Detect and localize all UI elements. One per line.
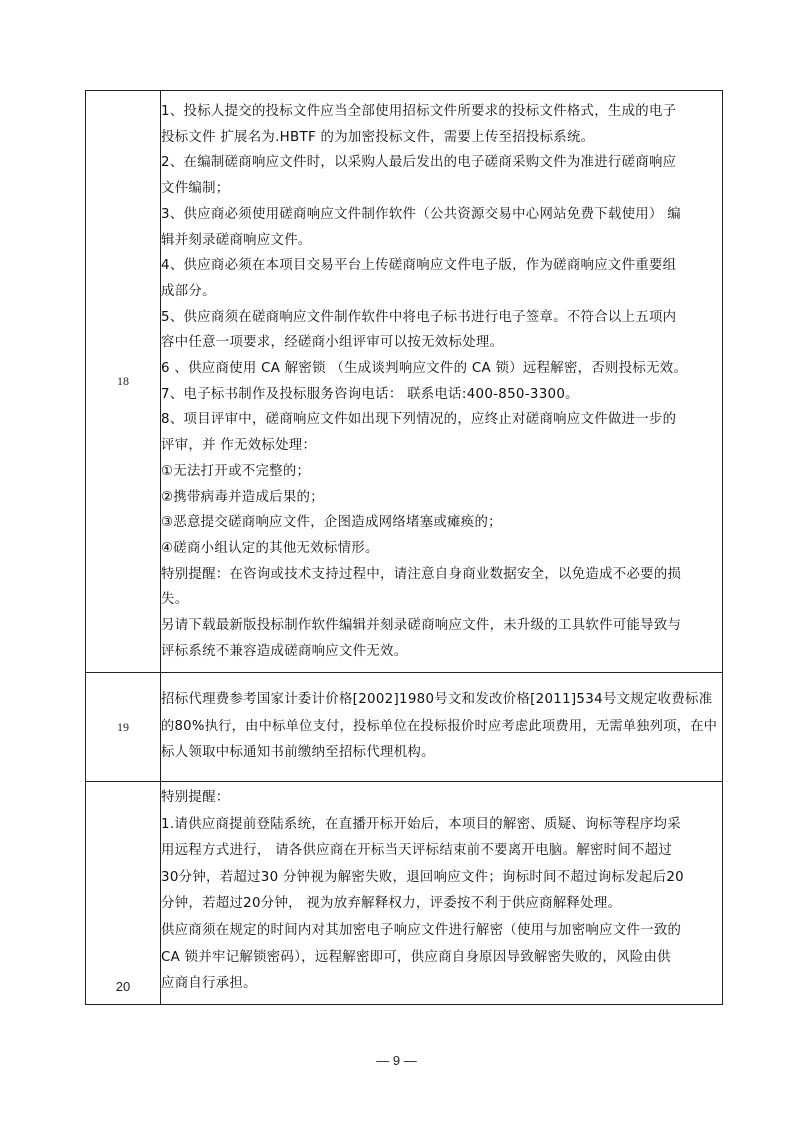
content-line: 标人领取中标通知书前缴纳至招标代理机构。 [161, 745, 435, 761]
table-row-18 [86, 91, 723, 673]
table-row-20 [86, 781, 723, 1004]
content-line: 分钟，若超过20分钟， 视为放弃解释权力，评委按不利于供应商解释处理。 [161, 896, 622, 912]
terms-table [85, 90, 723, 1005]
row-content [161, 781, 723, 1004]
content-line: 4、供应商必须在本项目交易平台上传磋商响应文件电子版，作为磋商响应文件重要组 [161, 258, 677, 274]
content-line: 招标代理费参考国家计委计价格[2002]1980号文和发改价格[2011]534号文规定收费标准 [161, 692, 713, 708]
content-line: 6 、供应商使用 CA 解密锁 （生成谈判响应文件的 CA 锁）远程解密，否则投标无效。 [161, 361, 688, 377]
content-line: 评标系统不兼容造成磋商响应文件无效。 [161, 643, 408, 659]
content-line: 1.请供应商提前登陆系统，在直播开标开始后，本项目的解密、质疑、询标等程序均采 [161, 816, 681, 832]
content-line: 失。 [161, 592, 189, 608]
row-number [86, 781, 161, 1004]
content-line: 供应商须在规定的时间内对其加密电子响应文件进行解密（使用与加密响应文件一致的 [161, 922, 682, 938]
row-content [161, 673, 723, 782]
row-number: 18 [86, 91, 161, 673]
content-line: ①无法打开或不完整的； [161, 463, 311, 479]
content-line: CA 锁并牢记解锁密码），远程解密即可，供应商自身原因导致解密失败的，风险由供 [161, 949, 671, 965]
content-line: 特别提醒： [161, 789, 230, 805]
content-line: 30分钟，若超过30 分钟视为解密失败，退回响应文件；询标时间不超过询标发起后20 [161, 869, 684, 885]
content-line: 投标文件 扩展名为.HBTF 的为加密投标文件，需要上传至招投标系统。 [161, 129, 595, 145]
content-line: 用远程方式进行， 请各供应商在开标当天评标结束前不要离开电脑。解密时间不超过 [161, 843, 673, 859]
content-line: 7、电子标书制作及投标服务咨询电话： 联系电话:400-850-3300。 [161, 386, 579, 402]
content-line: 应商自行承担。 [161, 976, 257, 992]
content-line: 容中任意一项要求，经磋商小组评审可以按无效标处理。 [161, 335, 504, 351]
row-number-text: 20 [115, 978, 131, 994]
page-number: — 9 — [376, 1053, 417, 1068]
content-line: 另请下载最新版投标制作软件编辑并刻录磋商响应文件，未升级的工具软件可能导致与 [161, 618, 682, 634]
row-number: 19 [86, 673, 161, 782]
content-line: 8、项目评审中，磋商响应文件如出现下列情况的，应终止对磋商响应文件做进一步的 [161, 412, 677, 428]
content-line: ③恶意提交磋商响应文件，企图造成网络堵塞或瘫痪的； [161, 515, 502, 531]
content-line: 的80%执行，由中标单位支付，投标单位在投标报价时应考虑此项费用，无需单独列项，在中 [161, 718, 718, 734]
content-line: 1、投标人提交的投标文件应当全部使用招标文件所要求的投标文件格式，生成的电子 [161, 104, 677, 119]
content-line: ②携带病毒并造成后果的； [161, 489, 324, 505]
content-line: 成部分。 [161, 283, 216, 299]
content-line: 辑并刻录磋商响应文件。 [161, 232, 312, 248]
content-line: 文件编制； [161, 181, 230, 197]
content-line: 3、供应商必须使用磋商响应文件制作软件（公共资源交易中心网站免费下载使用） 编 [161, 206, 681, 222]
content-line: ④磋商小组认定的其他无效标情形。 [161, 540, 379, 556]
content-line: 5、供应商须在磋商响应文件制作软件中将电子标书进行电子签章。不符合以上五项内 [161, 309, 677, 325]
content-line: 评审，并 作无效标处理： [161, 438, 317, 454]
content-line: 特别提醒：在咨询或技术支持过程中，请注意自身商业数据安全，以免造成不必要的损 [161, 566, 682, 582]
table-row-19 [86, 673, 723, 782]
row-content [161, 91, 723, 673]
content-line: 2、在编制磋商响应文件时，以采购人最后发出的电子磋商采购文件为准进行磋商响应 [161, 155, 677, 171]
